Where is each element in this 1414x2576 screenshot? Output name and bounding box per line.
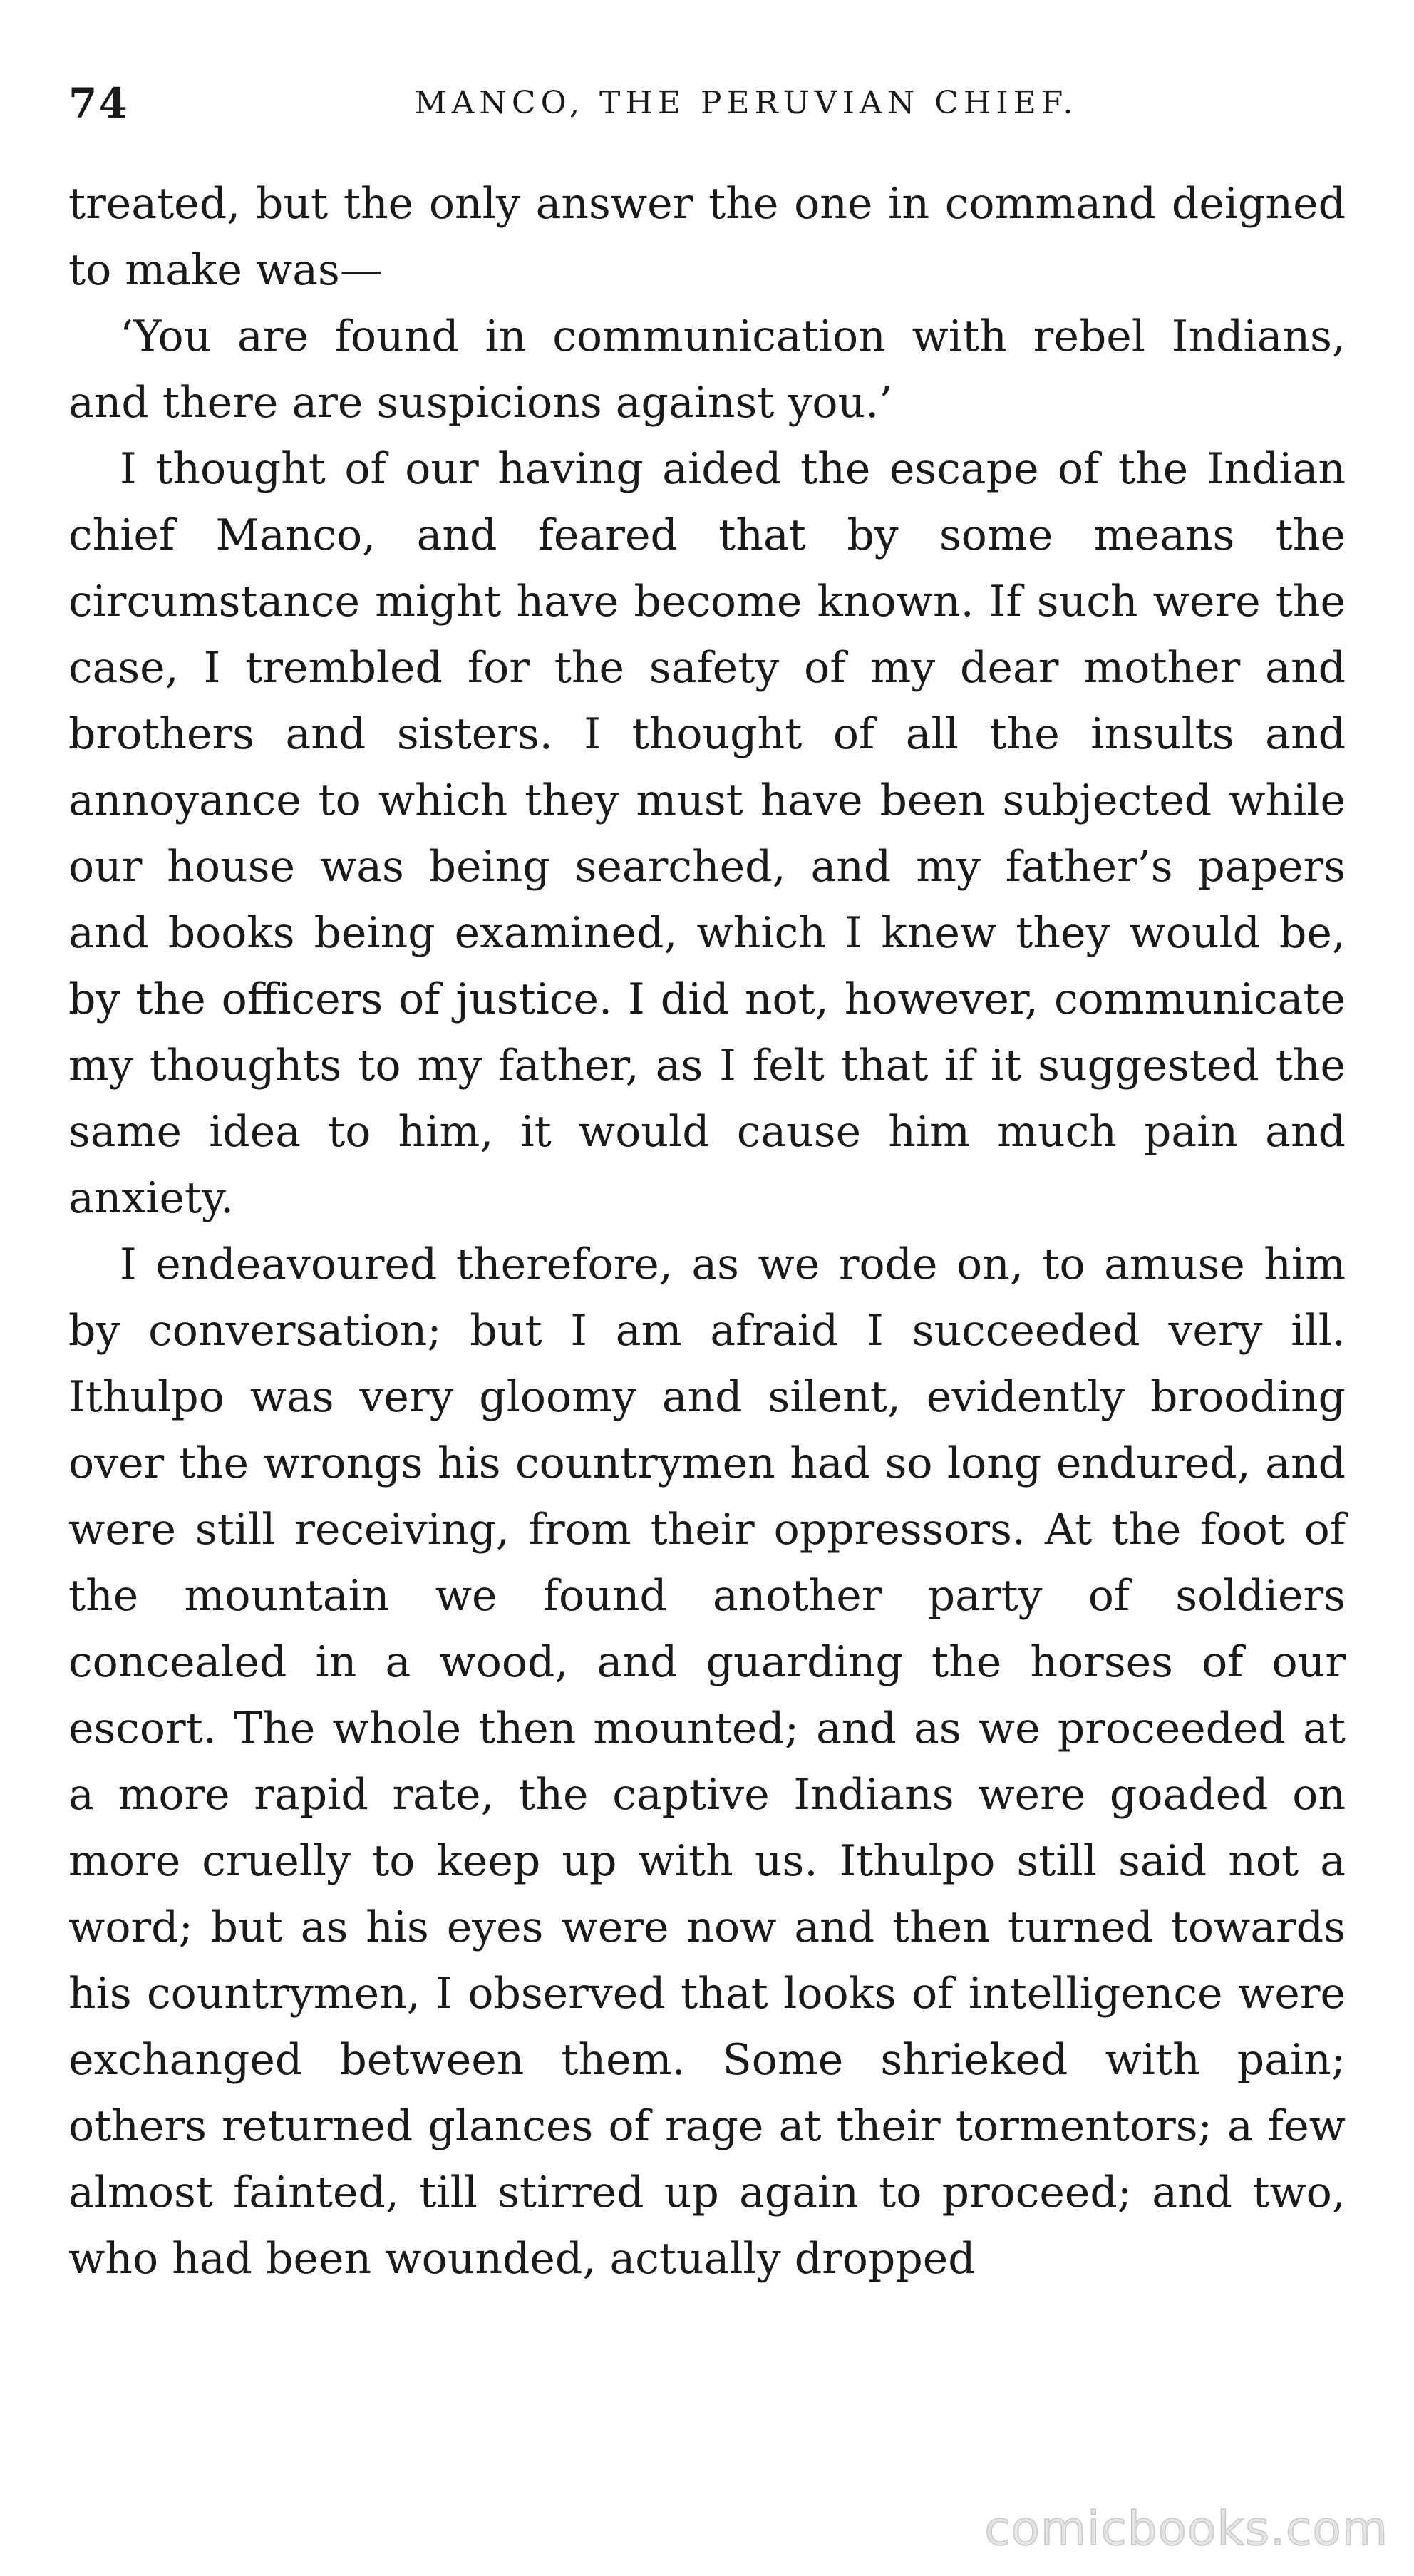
paragraph: I thought of our having aided the escape of the Indian chief Manco, and feared that by some means the circumstance might have become known. If such were the case, I trembled for the safety of my dear mother and brothers and sisters. I thought of all the insults and annoyance to which they must have been subjected while our house was being searched, and my father’s papers and books being examined, which I knew they would be, by the officers of justice. I did not, however, communicate my thoughts to my father, as I felt that if it suggested the same idea to him, it would cause him much pain and anxiety. [68,444,1346,1223]
page-header [68,71,1346,135]
watermark: comicbooks.com [984,2501,1388,2556]
running-title: MANCO, THE PERUVIAN CHIEF. [414,85,1078,121]
page-number: 74 [68,79,129,128]
paragraph: I endeavoured therefore, as we rode on, to amuse him by conversation; but I am afraid I succeeded very ill. Ithulpo was very gloomy and silent, evidently brooding over the wrongs his countrymen had so long endured, and were still receiving, from their oppressors. At the foot of the mountain we found another party of soldiers concealed in a wood, and guarding the horses of our escort. The whole then mounted; and as we proceeded at a more rapid rate, the captive Indians were goaded on more cruelly to keep up with us. Ithulpo still said not a word; but as his eyes were now and then turned towards his countrymen, I observed that looks of intelligence were exchanged between them. Some shrieked with pain; others returned glances of rage at their tormentors; a few almost fainted, till stirred up again to proceed; and two, who had been wounded, actually dropped [68,1240,1346,2284]
paragraph: treated, but the only answer the one in command deigned to make was— [68,179,1346,295]
text-body [68,171,1346,2292]
paragraph: ‘You are found in communication with rebel Indians, and there are suspicions against you.’ [68,311,1346,428]
